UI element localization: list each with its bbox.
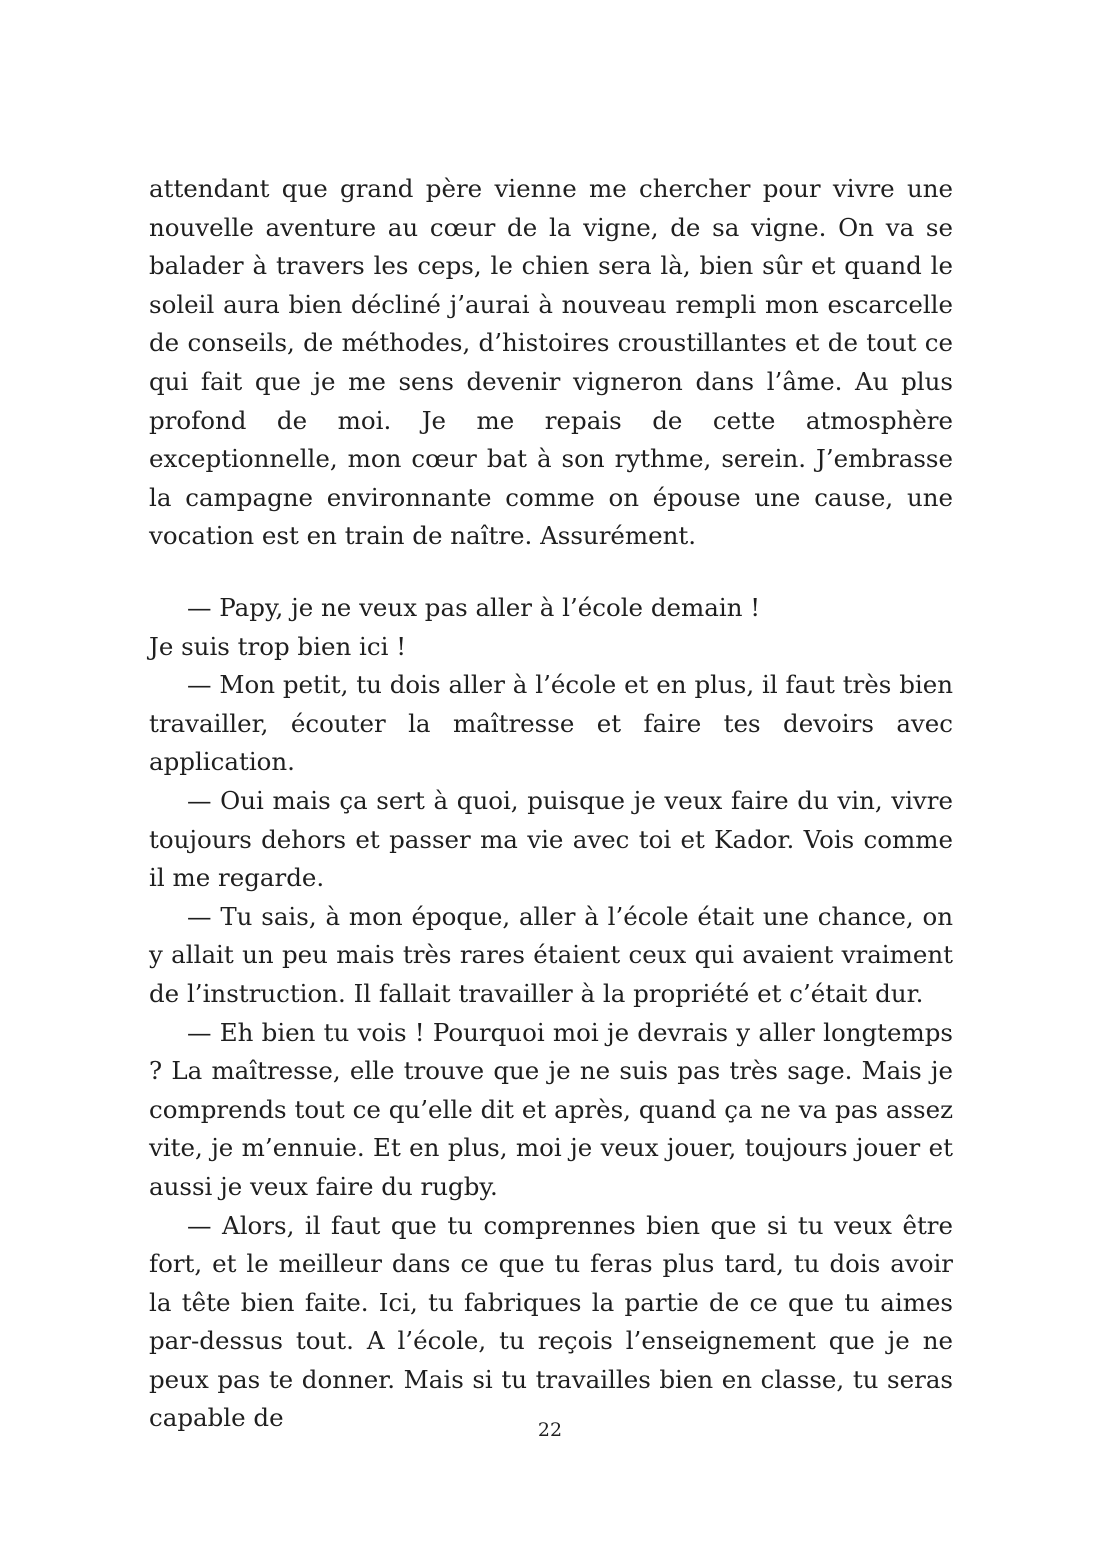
dialogue-line: — Oui mais ça sert à quoi, puisque je veux faire du vin, vivre toujours dehors et passer ma vie avec toi et Kador. Vois comme il me regarde. xyxy=(149,785,953,893)
intro-paragraph: attendant que grand père vienne me chercher pour vivre une nouvelle aventure au cœur de la vigne, de sa vigne. On va se balader à travers les ceps, le chien sera là, bien sûr et quand le soleil aura bien décliné j’aurai à nouveau rempli mon escarcelle de conseils, de méthodes, d’histoires croustillantes et de tout ce qui fait que je me sens devenir vigneron dans l’âme. Au plus profond de moi. Je me repais de cette atmosphère exceptionnelle, mon cœur bat à son rythme, serein. J’embrasse la campagne environnante comme on épouse une cause, une vocation est en train de naître. Assurément. xyxy=(149,174,953,551)
dialogue-line: — Eh bien tu vois ! Pourquoi moi je devrais y aller longtemps ? La maîtresse, elle trouve que je ne suis pas très sage. Mais je comprends tout ce qu’elle dit et après, quand ça ne va pas assez vite, je m’ennuie. Et en plus, moi je veux jouer, toujours jouer et aussi je veux faire du rugby. xyxy=(149,1017,953,1201)
dialogue-line: — Tu sais, à mon époque, aller à l’école était une chance, on y allait un peu mais très rares étaient ceux qui avaient vraiment de l’instruction. Il fallait travailler à la propriété et c’était dur. xyxy=(149,901,953,1008)
page-number: 22 xyxy=(537,1419,563,1441)
dialogue-line: — Alors, il faut que tu comprennes bien que si tu veux être fort, et le meilleur dans ce que tu feras plus tard, tu dois avoir la tête bien faite. Ici, tu fabriques la partie de ce que tu aimes par-dessus tout. A l’école, tu reçois l’enseignement que je ne peux pas te donner. Mais si tu travailles bien en classe, tu seras capable de xyxy=(149,1210,953,1433)
dialogue-line: — Mon petit, tu dois aller à l’école et en plus, il faut très bien travailler, écouter la maîtresse et faire tes devoirs avec application. xyxy=(149,670,953,777)
dialogue-line: Je suis trop bien ici ! xyxy=(149,631,407,661)
dialogue-line: — Papy, je ne veux pas aller à l’école demain ! xyxy=(187,593,761,622)
intro-text-block xyxy=(149,170,953,556)
dialogue-text-block xyxy=(149,589,953,1438)
